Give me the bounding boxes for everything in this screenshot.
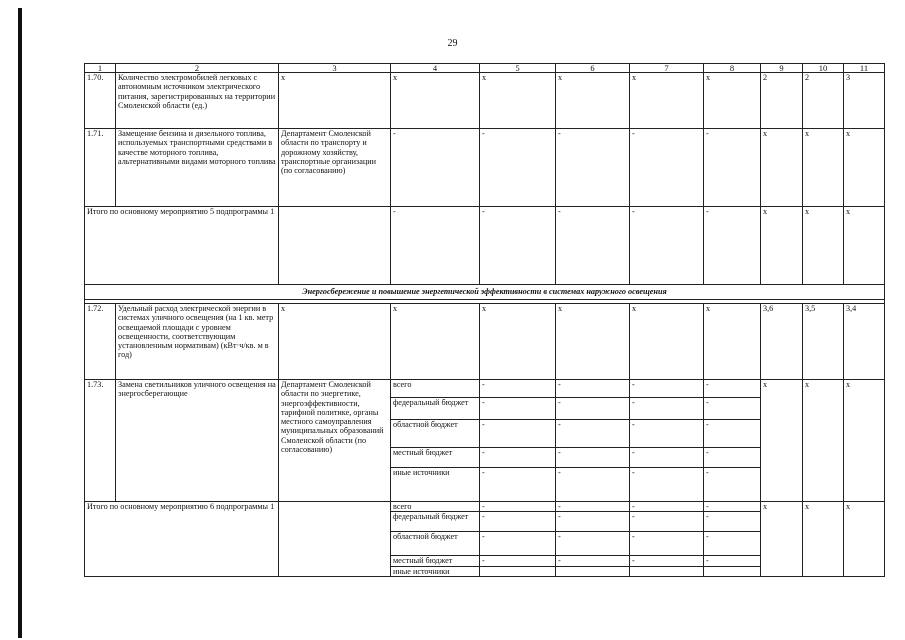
table-row-total-5 [85,207,885,285]
header-cell: 4 [391,64,480,73]
cell-col6: - [556,129,630,207]
cell-col6: - [556,420,630,448]
cell-col7: - [630,556,704,566]
cell-col8 [704,566,761,576]
header-cell: 9 [761,64,803,73]
cell-col3: x [279,304,391,380]
cell-col5: - [480,512,556,532]
cell-col6: - [556,556,630,566]
cell-col10: x [803,502,844,577]
table-row-1-73 [85,380,885,398]
cell-col4: - [391,207,480,285]
table-row-1-72 [85,304,885,380]
cell-col7: - [630,448,704,468]
cell-col10: 3,5 [803,304,844,380]
cell-col5: - [480,468,556,502]
cell-col8: - [704,502,761,512]
row-number: 1.70. [85,73,116,129]
executor: Департамент Смоленской области по транспорту и дорожному хозяйству, транспортные организации (по согласованию) [279,129,391,207]
header-cell: 11 [844,64,885,73]
cell-col5: - [480,129,556,207]
cell-col9: x [761,207,803,285]
cell-col7: - [630,532,704,556]
header-cell: 2 [116,64,279,73]
cell-col10: x [803,380,844,502]
page-number: 29 [447,38,458,49]
cell-col7 [630,566,704,576]
cell-col6: - [556,448,630,468]
cell-col6: x [556,304,630,380]
cell-col5: - [480,502,556,512]
header-cell: 3 [279,64,391,73]
source-label: местный бюджет [391,448,480,468]
source-label: областной бюджет [391,420,480,448]
cell-col9: x [761,129,803,207]
source-label: иные источники [391,468,480,502]
cell-col5: - [480,556,556,566]
total-label: Итого по основному мероприятию 5 подпрограммы 1 [85,207,279,285]
cell-col7: - [630,512,704,532]
cell-col7: - [630,398,704,420]
cell-col6 [556,566,630,576]
header-cell: 5 [480,64,556,73]
cell-col8: - [704,532,761,556]
measure-name: Замещение бензина и дизельного топлива, используемых транспортными средствами в качестве моторного топлива, альтернативными видами моторного топлива [116,129,279,207]
cell-col9: 2 [761,73,803,129]
measure-name: Количество электромобилей легковых с автономным источником электрического питания, зарегистрированных на территории Смоленской области (ед.) [116,73,279,129]
cell-col7: - [630,207,704,285]
cell-col10: x [803,129,844,207]
cell-col8: - [704,448,761,468]
cell-col7: - [630,502,704,512]
measure-name: Удельный расход электрической энергии в системах уличного освещения (на 1 кв. метр освещаемой площади с уровнем освещенности, соответствующим установленным нормативам) (кВт·ч/кв. м в год) [116,304,279,380]
cell-col5: - [480,532,556,556]
source-label: всего [391,502,480,512]
table-row-1-71 [85,129,885,207]
cell-col11: x [844,380,885,502]
table-row-1-70 [85,73,885,129]
cell-col7: - [630,420,704,448]
cell-col5: x [480,73,556,129]
cell-col6: - [556,512,630,532]
program-table [84,63,885,577]
cell-col7: - [630,380,704,398]
cell-col8: - [704,556,761,566]
row-number: 1.71. [85,129,116,207]
cell-col10: x [803,207,844,285]
source-label: областной бюджет [391,532,480,556]
cell-col8: - [704,512,761,532]
cell-col11: x [844,502,885,577]
executor: Департамент Смоленской области по энергетике, энергоэффективности, тарифной политике, органы местного самоуправления муниципальных образований Смоленской области (по согласованию) [279,380,391,502]
cell-col5: - [480,448,556,468]
cell-col8: x [704,73,761,129]
total-label: Итого по основному мероприятию 6 подпрограммы 1 [85,502,279,577]
cell-col5: - [480,380,556,398]
cell-col7: - [630,129,704,207]
cell-col4: x [391,304,480,380]
cell-col7: x [630,304,704,380]
cell-col5: - [480,207,556,285]
cell-col8: - [704,207,761,285]
cell-col11: 3 [844,73,885,129]
header-cell: 10 [803,64,844,73]
cell-col3 [279,502,391,577]
cell-col4: x [391,73,480,129]
source-label: федеральный бюджет [391,398,480,420]
cell-col6: - [556,532,630,556]
cell-col8: - [704,380,761,398]
source-label: всего [391,380,480,398]
measure-name: Замена светильников уличного освещения на энергосберегающие [116,380,279,502]
cell-col9: x [761,380,803,502]
header-row [85,64,885,73]
cell-col6: - [556,207,630,285]
cell-col9: x [761,502,803,577]
section-row [85,285,885,300]
row-number: 1.73. [85,380,116,502]
cell-col6: - [556,468,630,502]
source-label: федеральный бюджет [391,512,480,532]
scan-margin-line [18,8,22,638]
row-number: 1.72. [85,304,116,380]
cell-col5 [480,566,556,576]
cell-col6: x [556,73,630,129]
cell-col3: x [279,73,391,129]
cell-col8: x [704,304,761,380]
cell-col11: 3,4 [844,304,885,380]
cell-col11: x [844,207,885,285]
cell-col5: x [480,304,556,380]
cell-col8: - [704,468,761,502]
cell-col9: 3,6 [761,304,803,380]
cell-col6: - [556,380,630,398]
source-label: местный бюджет [391,556,480,566]
cell-col5: - [480,398,556,420]
cell-col8: - [704,398,761,420]
header-cell: 6 [556,64,630,73]
cell-col5: - [480,420,556,448]
header-cell: 7 [630,64,704,73]
cell-col8: - [704,129,761,207]
source-label: иные источники [391,566,480,576]
cell-col4: - [391,129,480,207]
cell-col6: - [556,502,630,512]
header-cell: 8 [704,64,761,73]
cell-col6: - [556,398,630,420]
cell-col7: - [630,468,704,502]
table-row-total-6 [85,502,885,512]
cell-col11: x [844,129,885,207]
cell-col8: - [704,420,761,448]
cell-col10: 2 [803,73,844,129]
cell-col3 [279,207,391,285]
header-cell: 1 [85,64,116,73]
section-title: Энергосбережение и повышение энергетической эффективности в системах наружного освещения [85,285,885,300]
cell-col7: x [630,73,704,129]
